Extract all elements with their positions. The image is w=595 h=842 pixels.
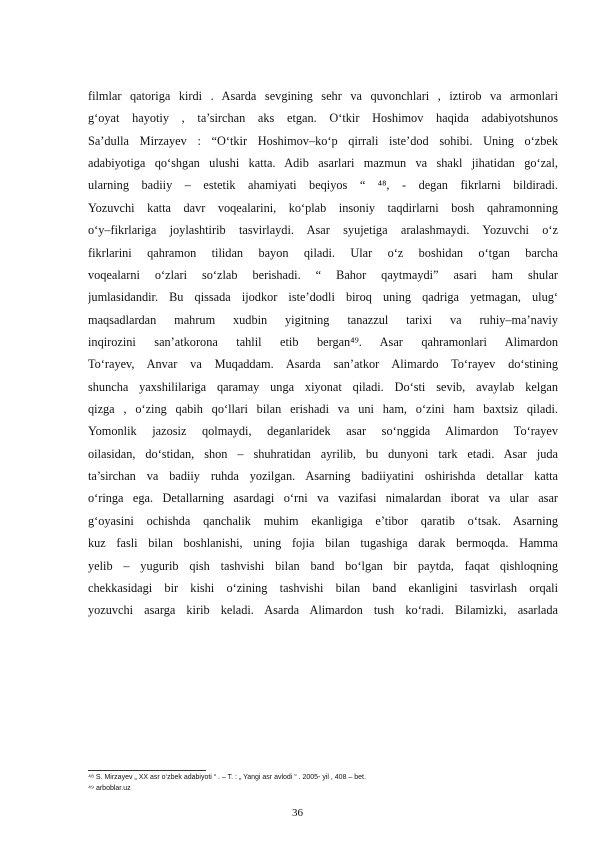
footnote-48: ⁴⁸ S. Mirzayev „ XX asr o‘zbek adabiyoti “ . – T. : „ Yangi asr avlodi “ . 2005- yil , 408 – bet. [88,774,366,781]
text-line: adabiyotiga qo‘shgan ulushi katta. Adib asarlari mazmun va shakl jihatidan go‘zal, [88,156,558,171]
text-line: Yozuvchi katta davr voqealarini, ko‘plab insoniy taqdirlarni bosh qahramonning [88,200,558,215]
text-line: inqirozini san’atkorona tahlil etib bergan⁴⁹. Asar qahramonlari Alimardon [88,334,558,349]
footnote-49: ⁴⁹ arboblar.uz [88,785,131,792]
page-number: 36 [292,807,303,819]
text-line: g‘oyat hayotiy , ta’sirchan aks etgan. O‘tkir Hoshimov haqida adabiyotshunos [88,111,558,126]
text-line: chekkasidagi bir kishi o‘zining tashvishi bilan band ekanligini tasvirlash orqali [88,580,558,595]
text-line: qizga , o‘zing qabih qo‘llari bilan erishadi va uni ham, o‘zini ham baxtsiz qiladi. [88,402,558,417]
text-line: g‘oyasini ochishda qanchalik muhim ekanligiga e’tibor qaratib o‘tsak. Asarning [88,513,558,528]
text-line: maqsadlardan mahrum xudbin yigitning tanazzul tarixi va ruhiy–ma’naviy [88,312,558,327]
text-line: filmlar qatoriga kirdi . Asarda sevgining sehr va quvonchlari , iztirob va armonlari [88,89,558,103]
text-line: voqealarni o‘zlari so‘zlab berishadi. “ Bahor qaytmaydi” asari ham shular [88,267,558,282]
footnotes [88,772,558,794]
text-line: yozuvchi asarga kirib keladi. Asarda Alimardon tush ko‘radi. Bilamizki, asarlada [88,603,558,618]
text-line: oilasidan, do‘stidan, shon – shuhratidan ayrilib, bu dunyoni tark etadi. Asar juda [88,446,558,461]
text-line: o‘ringa ega. Detallarning asardagi o‘rni va vazifasi nimalardan iborat va ular asar [88,491,558,506]
text-line: Yomonlik jazosiz qolmaydi, deganlaridek asar so‘nggida Alimardon To‘rayev [88,424,558,439]
text-line: kuz fasli bilan boshlanishi, uning fojia bilan tugashiga darak bermoqda. Hamma [88,536,558,551]
text-line: Sa’dulla Mirzayev : “O‘tkir Hoshimov–ko‘p qirrali iste’dod sohibi. Uning o‘zbek [88,133,558,148]
text-line: shuncha yaxshililariga qaramay unga xiyonat qiladi. Do‘sti sevib, avaylab kelgan [88,379,558,394]
text-line: jumlasidandir. Bu qissada ijodkor iste’dodli biroq uning qadriga yetmagan, ulug‘ [88,290,558,305]
footnote-divider [88,770,206,771]
body-text [88,85,558,622]
text-line: o‘y–fikrlariga joylashtirib tasvirlaydi. Asar syujetiga aralashmaydi. Yozuvchi o‘z [88,223,558,238]
text-line: ta’sirchan va badiiy ruhda yozilgan. Asarning badiiyatini oshirishda detallar katta [88,469,558,484]
text-line: fikrlarini qahramon tilidan bayon qiladi. Ular o‘z boshidan o‘tgan barcha [88,245,558,260]
text-line: To‘rayev, Anvar va Muqaddam. Asarda san’atkor Alimardo To‘rayev do‘stining [88,357,558,372]
text-line: yelib – yugurib qish tashvishi bilan band bo‘lgan bir paytda, faqat qishloqning [88,558,558,573]
text-line: ularning badiiy – estetik ahamiyati beqiyos “ ⁴⁸, - degan fikrlarni bildiradi. [88,178,558,193]
